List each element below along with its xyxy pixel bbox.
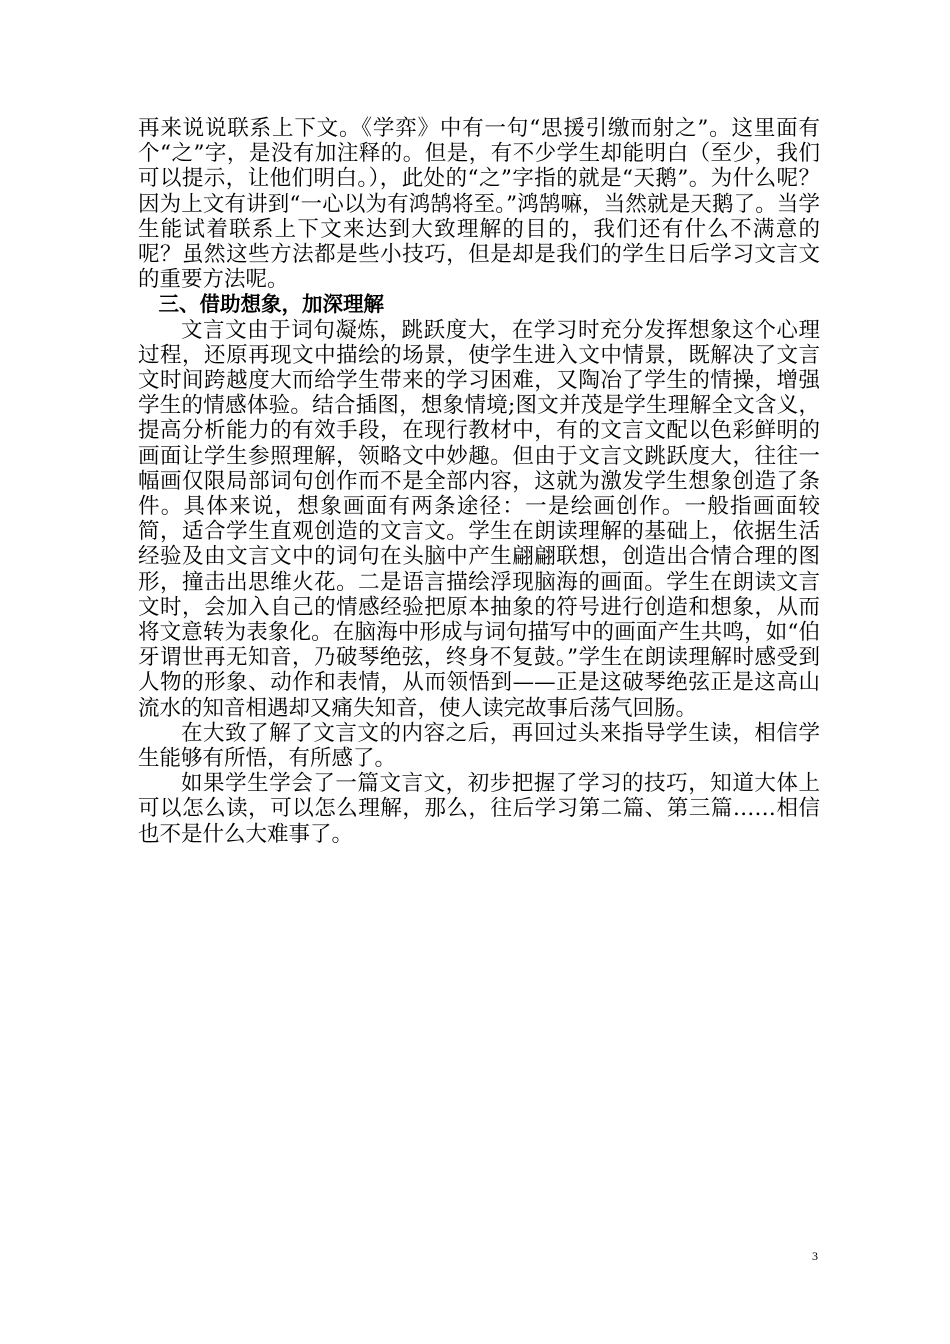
page-number: 3 xyxy=(812,1249,818,1263)
paragraph-context: 再来说说联系上下文。《学弈》中有一句“思援引缴而射之”。这里面有个“之”字，是没有加注释的。但是，有不少学生却能明白（至少，我们可以提示，让他们明白。），此处的“之”字指的就是“天鹅”。为什么呢？因为上文有讲到“一心以为有鸿鹄将至。”鸿鹄嘛，当然就是天鹅了。当学生能试着联系上下文来达到大致理解的目的，我们还有什么不满意的呢？虽然这些方法都是些小技巧，但是却是我们的学生日后学习文言文的重要方法呢。 xyxy=(138,116,820,293)
paragraph-imagination: 文言文由于词句凝炼，跳跃度大，在学习时充分发挥想象这个心理过程，还原再现文中描绘的场景，使学生进入文中情景，既解决了文言文时间跨越度大而给学生带来的学习困难，又陶冶了学生的情操，增强学生的情感体验。结合插图，想象情境;图文并茂是学生理解全文含义，提高分析能力的有效手段，在现行教材中，有的文言文配以色彩鲜明的画面让学生参照理解，领略文中妙趣。但由于文言文跳跃度大，往往一幅画仅限局部词句创作而不是全部内容，这就为激发学生想象创造了条件。具体来说，想象画面有两条途径：一是绘画创作。一般指画面较简，适合学生直观创造的文言文。学生在朗读理解的基础上，依据生活经验及由文言文中的词句在头脑中产生翩翩联想，创造出合情合理的图形，撞击出思维火花。二是语言描绘浮现脑海的画面。学生在朗读文言文时，会加入自己的情感经验把原本抽象的符号进行创造和想象，从而将文意转为表象化。在脑海中形成与词句描写中的画面产生共鸣，如“伯牙谓世再无知音，乃破琴绝弦，终身不复鼓。”学生在朗读理解时感受到人物的形象、动作和表情，从而领悟到——正是这破琴绝弦正是这高山流水的知音相遇却又痛失知音，使人读完故事后荡气回肠。 xyxy=(138,317,820,721)
paragraph-conclusion: 如果学生学会了一篇文言文，初步把握了学习的技巧，知道大体上可以怎么读，可以怎么理解，那么，往后学习第二篇、第三篇……相信也不是什么大难事了。 xyxy=(138,771,820,847)
section-heading: 三、借助想象，加深理解 xyxy=(158,292,384,317)
paragraph-guided-reading: 在大致了解了文言文的内容之后，再回过头来指导学生读，相信学生能够有所悟，有所感了。 xyxy=(138,720,820,772)
document-body xyxy=(138,116,820,847)
